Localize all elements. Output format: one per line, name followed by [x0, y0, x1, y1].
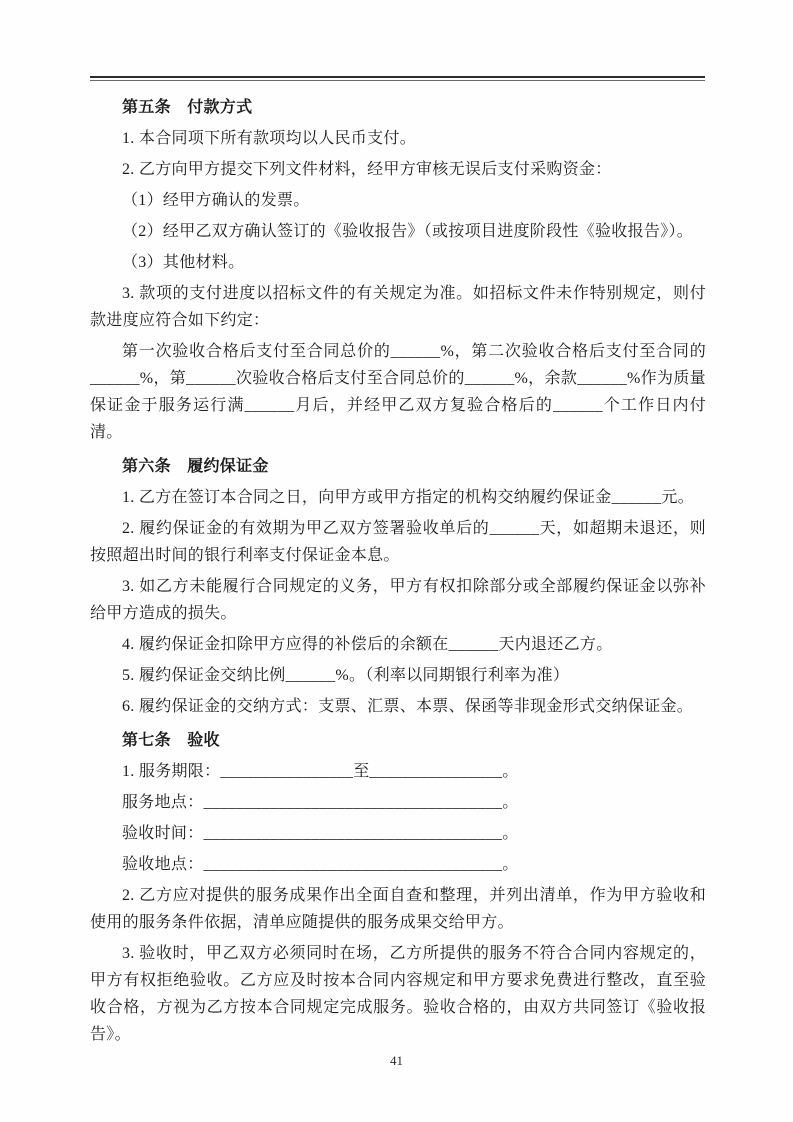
article-5-clause-2-item-3: （3）其他材料。 — [122, 254, 245, 271]
article-6-clause-2: 2. 履约保证金的有效期为甲乙双方签署验收单后的______天，如超期未退还，则按照超出时间的银行利率支付保证金本息。 — [90, 520, 706, 564]
contract-body — [90, 94, 706, 1052]
article-7-clause-3: 3. 验收时，甲乙双方必须同时在场，乙方所提供的服务不符合合同内容规定的，甲方有权拒绝验收。乙方应及时按本合同内容规定和甲方要求免费进行整改，直至验收合格，方视为乙方按本合同规定完成服务。验收合格的，由双方共同签订《验收报告》。 — [90, 945, 706, 1043]
article-7-service-location-line: 服务地点：____________________________________。 — [122, 794, 519, 811]
article-5-heading: 第五条 付款方式 — [122, 99, 253, 116]
article-7-clause-2: 2. 乙方应对提供的服务成果作出全面自查和整理，并列出清单，作为甲方验收和使用的服务条件依据，清单应随提供的服务成果交给甲方。 — [90, 887, 706, 931]
article-5-clause-3: 3. 款项的支付进度以招标文件的有关规定为准。如招标文件未作特别规定，则付款进度应符合如下约定： — [90, 285, 706, 329]
article-7-heading: 第七条 验收 — [122, 732, 220, 749]
header-divider-thin-line — [90, 80, 705, 81]
article-5-clause-2-item-1: （1）经甲方确认的发票。 — [122, 192, 310, 209]
article-7-acceptance-location-line: 验收地点：____________________________________。 — [122, 856, 519, 873]
page-footer — [0, 1052, 793, 1070]
article-6-clause-5: 5. 履约保证金交纳比例______%。（利率以同期银行利率为准） — [122, 667, 570, 684]
article-5-clause-1: 1. 本合同项下所有款项均以人民币支付。 — [122, 130, 417, 147]
header-divider — [90, 76, 705, 81]
article-6-clause-3: 3. 如乙方未能履行合同规定的义务，甲方有权扣除部分或全部履约保证金以弥补给甲方造成的损失。 — [90, 578, 706, 622]
article-6-clause-4: 4. 履约保证金扣除甲方应得的补偿后的余额在______天内退还乙方。 — [122, 636, 613, 653]
article-7-acceptance-time-line: 验收时间：____________________________________。 — [122, 825, 519, 842]
article-6-clause-1: 1. 乙方在签订本合同之日，向甲方或甲方指定的机构交纳履约保证金______元。 — [122, 489, 695, 506]
article-5-payment-schedule: 第一次验收合格后支付至合同总价的______%，第二次验收合格后支付至合同的______%，第______次验收合格后支付至合同总价的______%，余款______%作为质量保证金于服务运行满______月后，并经甲乙双方复验合格后的______个工作日内付清。 — [90, 343, 706, 441]
article-5-clause-2-item-2: （2）经甲乙双方确认签订的《验收报告》（或按项目进度阶段性《验收报告》）。 — [122, 223, 694, 240]
page-number: 41 — [390, 1053, 403, 1068]
article-6-clause-6: 6. 履约保证金的交纳方式：支票、汇票、本票、保函等非现金形式交纳保证金。 — [122, 698, 694, 715]
article-7-service-term-line: 1. 服务期限：________________至________________。 — [122, 763, 519, 780]
article-5-clause-2: 2. 乙方向甲方提交下列文件材料，经甲方审核无误后支付采购资金： — [122, 161, 612, 178]
header-divider-thick-line — [90, 76, 705, 78]
article-6-heading: 第六条 履约保证金 — [122, 458, 269, 475]
